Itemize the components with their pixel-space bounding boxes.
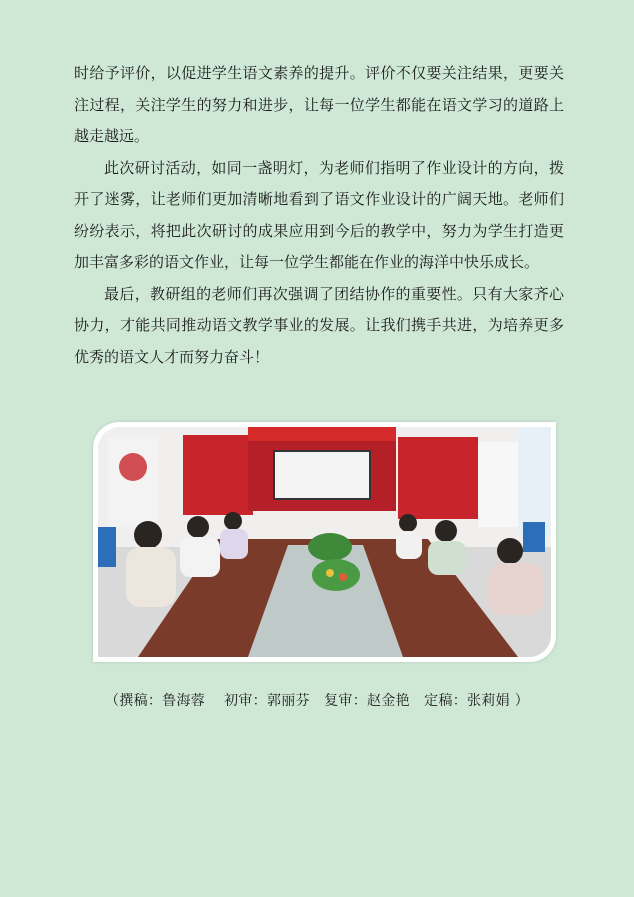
credits-line: （撰稿：鲁海蓉 初审：郭丽芬 复审：赵金艳 定稿：张莉娟 ） <box>104 693 530 709</box>
paragraph-3: 最后，教研组的老师们再次强调了团结协作的重要性。只有大家齐心协力，才能共同推动语文教学事业的发展。让我们携手共进，为培养更多优秀的语文人才而努力奋斗！ <box>74 284 564 366</box>
paragraph-2: 此次研讨活动，如同一盏明灯，为老师们指明了作业设计的方向，拨开了迷雾，让老师们更加清晰地看到了语文作业设计的广阔天地。老师们纷纷表示，将把此次研讨的成果应用到今后的教学中，努力为学生打造更加丰富多彩的语文作业，让每一位学生都能在作业的海洋中快乐成长。 <box>74 158 564 271</box>
article-body <box>74 58 564 373</box>
meeting-room-illustration <box>98 427 551 657</box>
meeting-photo <box>98 427 551 657</box>
paragraph-1: 时给予评价，以促进学生语文素养的提升。评价不仅要关注结果，更要关注过程，关注学生的努力和进步，让每一位学生都能在语文学习的道路上越走越远。 <box>74 64 564 145</box>
meeting-photo-frame <box>93 422 556 662</box>
